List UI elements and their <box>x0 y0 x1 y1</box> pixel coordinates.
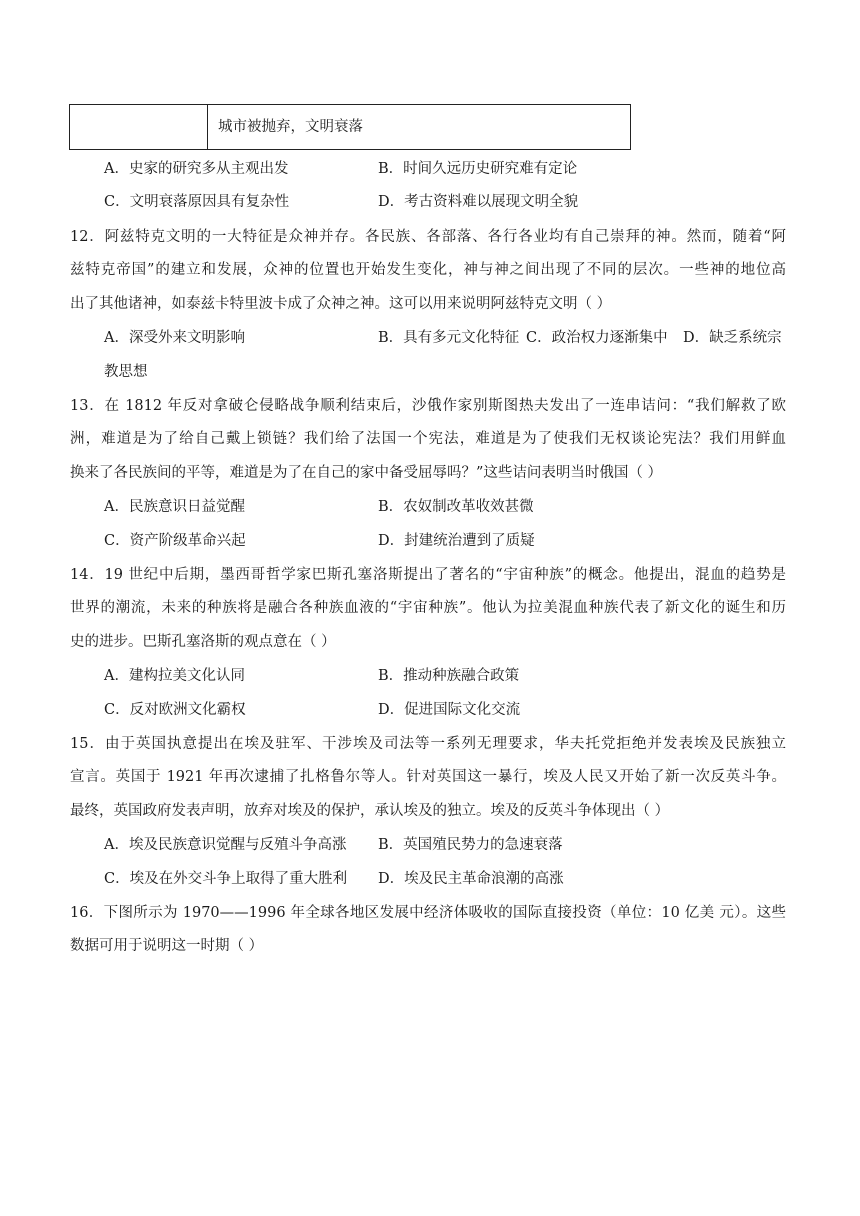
q12-stem-line-1: 12．阿兹特克文明的一大特征是众神并存。各民族、各部落、各行各业均有自己崇拜的神。然而，随着“阿 <box>70 229 786 245</box>
q13-stem-line-2: 洲，难道是为了给自己戴上锁链？我们给了法国一个宪法，难道是为了使我们无权谈论宪法？我们用鲜血 <box>70 431 786 447</box>
continued-table <box>69 104 631 150</box>
q12-option-d-continued: 教思想 <box>104 364 148 380</box>
q15-option-d: D．埃及民主革命浪潮的高涨 <box>378 871 564 887</box>
q14-option-a: A．建构拉美文化认同 <box>104 668 245 684</box>
q12-stem-line-3: 出了其他诸神，如泰兹卡特里波卡成了众神之神。这可以用来说明阿兹特克文明（ ） <box>70 296 612 312</box>
q15-option-c: C．埃及在外交斗争上取得了重大胜利 <box>104 871 348 887</box>
q14-option-b: B．推动种族融合政策 <box>378 668 520 684</box>
table-cell-empty <box>70 105 208 149</box>
q14-stem-line-3: 史的进步。巴斯孔塞洛斯的观点意在（ ） <box>70 634 336 650</box>
q13-option-b: B．农奴制改革收效甚微 <box>378 499 534 515</box>
q13-option-d: D．封建统治遭到了质疑 <box>378 533 535 549</box>
q15-option-a: A．埃及民族意识觉醒与反殖斗争高涨 <box>104 837 347 853</box>
q15-option-b: B．英国殖民势力的急速衰落 <box>378 837 563 853</box>
q14-stem-line-2: 世界的潮流，未来的种族将是融合各种族血液的“宇宙种族”。他认为拉美混血种族代表了新文化的诞生和历 <box>70 600 786 616</box>
q12-option-b: B．具有多元文化特征 <box>378 330 520 346</box>
q14-option-d: D．促进国际文化交流 <box>378 702 521 718</box>
q12-option-a: A．深受外来文明影响 <box>104 330 245 346</box>
q14-stem-line-1: 14．19 世纪中后期，墨西哥哲学家巴斯孔塞洛斯提出了著名的“宇宙种族”的概念。他提出，混血的趋势是 <box>70 567 786 583</box>
q12-option-c: C．政治权力逐渐集中 <box>526 330 668 346</box>
q11-option-a: A．史家的研究多从主观出发 <box>104 161 289 177</box>
q15-stem-line-3: 最终，英国政府发表声明，放弃对埃及的保护，承认埃及的独立。埃及的反英斗争体现出（ ） <box>70 803 670 819</box>
q16-stem-line-2: 数据可用于说明这一时期（ ） <box>70 938 264 954</box>
q11-option-d: D．考古资料难以展现文明全貌 <box>378 194 579 210</box>
q13-option-c: C．资产阶级革命兴起 <box>104 533 246 549</box>
q15-stem-line-1: 15．由于英国执意提出在埃及驻军、干涉埃及司法等一系列无理要求，华夫托党拒绝并发表埃及民族独立 <box>70 736 786 752</box>
q11-option-c: C．文明衰落原因具有复杂性 <box>104 194 290 210</box>
q13-option-a: A．民族意识日益觉醒 <box>104 499 245 515</box>
q11-option-b: B．时间久远历史研究难有定论 <box>378 161 578 177</box>
q15-stem-line-2: 宣言。英国于 1921 年再次逮捕了扎格鲁尔等人。针对英国这一暴行，埃及人民又开始了新一次反英斗争。 <box>70 769 786 785</box>
q13-stem-line-1: 13．在 1812 年反对拿破仑侵略战争顺利结束后，沙俄作家别斯图热夫发出了一连串诘问：“我们解救了欧 <box>70 398 786 414</box>
table-cell-text: 城市被抛弃，文明衰落 <box>218 119 363 135</box>
q12-option-d: D．缺乏系统宗 <box>683 330 782 346</box>
q13-stem-line-3: 换来了各民族间的平等，难道是为了在自己的家中备受屈辱吗？”这些诘问表明当时俄国（ ） <box>70 465 663 481</box>
q14-option-c: C．反对欧洲文化霸权 <box>104 702 246 718</box>
q16-stem-line-1: 16．下图所示为 1970——1996 年全球各地区发展中经济体吸收的国际直接投资（单位：10 亿美 元）。这些 <box>70 905 786 921</box>
q12-stem-line-2: 兹特克帝国”的建立和发展，众神的位置也开始发生变化，神与神之间出现了不同的层次。一些神的地位高 <box>70 262 786 278</box>
